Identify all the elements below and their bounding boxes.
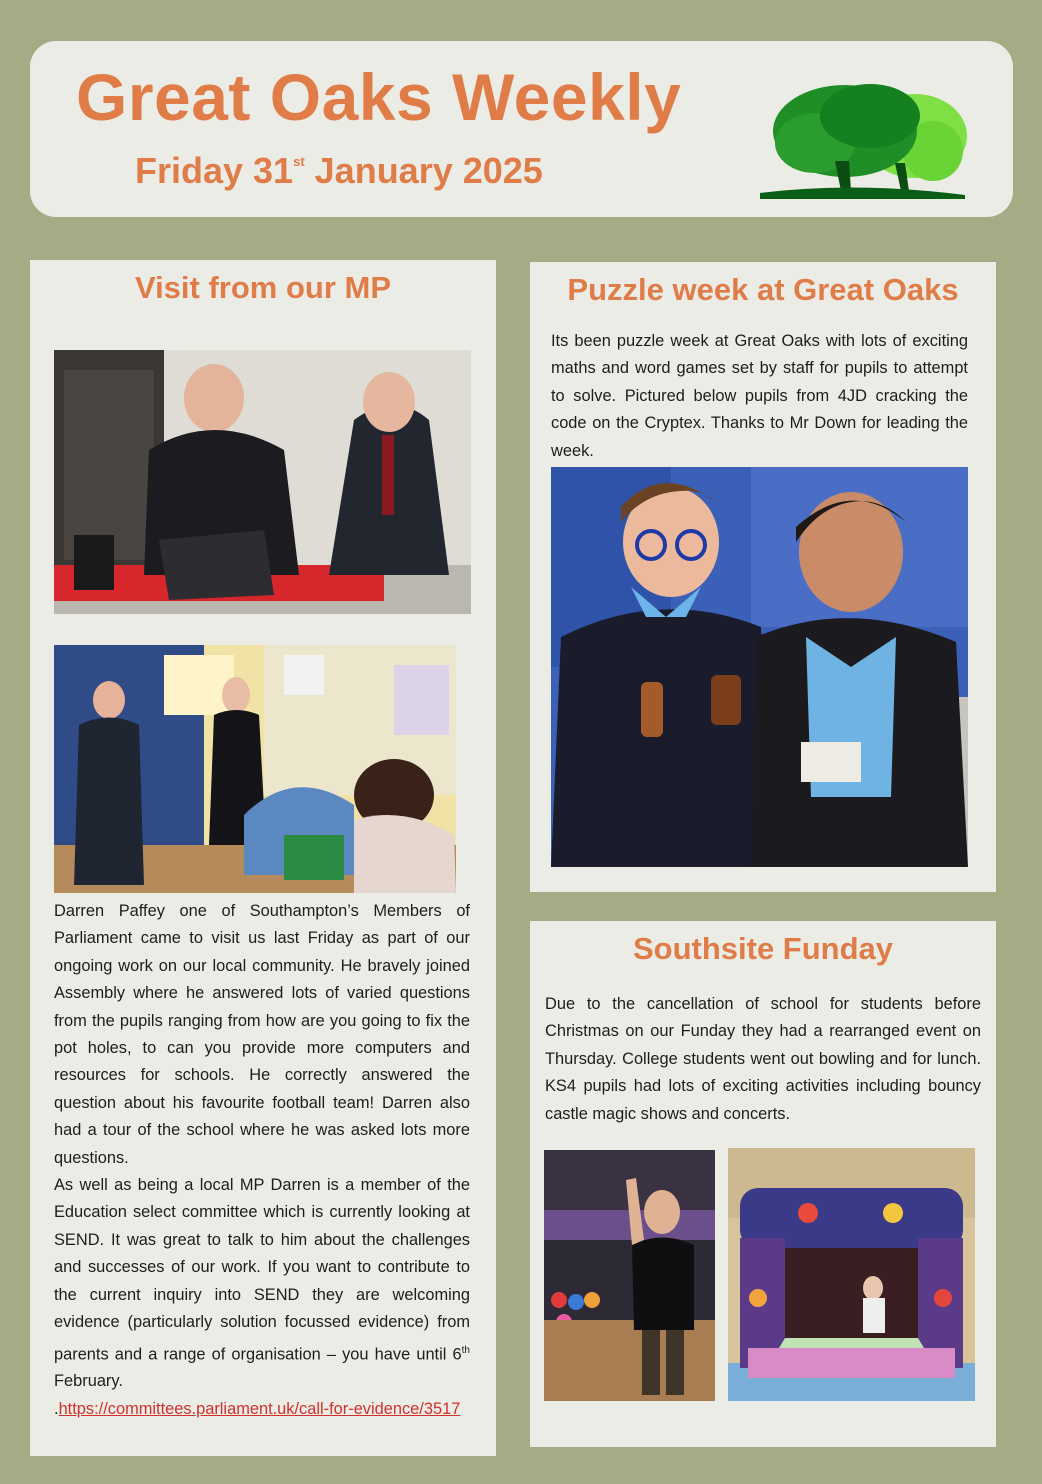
date-ordinal: st bbox=[293, 154, 305, 169]
masthead bbox=[30, 41, 1013, 217]
mp-visit-panel bbox=[30, 260, 496, 1456]
mp-laptop-photo bbox=[54, 350, 471, 614]
mp-visit-paragraph-2 bbox=[54, 1172, 470, 1396]
link-prefix: . bbox=[54, 1399, 59, 1418]
newsletter-title: Great Oaks Weekly bbox=[76, 60, 682, 134]
mp-visit-paragraph-2-end: February. bbox=[54, 1372, 123, 1391]
funday-panel bbox=[530, 921, 996, 1447]
mp-visit-heading: Visit from our MP bbox=[134, 270, 392, 305]
mp-visit-link-line bbox=[54, 1396, 470, 1423]
puzzle-cryptex-photo bbox=[551, 467, 968, 867]
date-day: Friday 31 bbox=[135, 150, 294, 191]
mp-classroom-photo bbox=[54, 645, 456, 893]
date-month-year: January 2025 bbox=[304, 150, 543, 191]
mp-visit-paragraph-1: Darren Paffey one of Southampton’s Members of Parliament came to visit us last Friday as part of our ongoing work on our local community. He bravely joined Assembly where he answered lots of varied questions from the pupils ranging from how are you going to fix the pot holes, to can you provide more computers and resources for schools. He correctly answered the question about his favourite football team! Darren also had a tour of the school where he was asked lots more questions. bbox=[54, 902, 470, 1167]
bowling-photo bbox=[544, 1150, 715, 1401]
committee-evidence-link[interactable]: https://committees.parliament.uk/call-for-evidence/3517 bbox=[58, 1399, 461, 1418]
puzzle-week-text: Its been puzzle week at Great Oaks with lots of exciting maths and word games set by staff for pupils to attempt to solve. Pictured below pupils from 4JD cracking the code on the Cryptex. Thanks to Mr Down for leading the week. bbox=[551, 332, 968, 460]
mp-visit-text bbox=[54, 898, 470, 1423]
puzzle-week-panel bbox=[530, 262, 996, 892]
mp-visit-paragraph-2-text: As well as being a local MP Darren is a member of the Education select committee which is currently looking at SEND. It was great to talk to him about the challenges and successes of our work. If you want to contribute to the current inquiry into SEND they are welcoming evidence (particularly solution focussed evidence) from parents and a range of organisation – you have until 6 bbox=[54, 1176, 470, 1363]
mp-visit-paragraph-2-sup: th bbox=[461, 1344, 470, 1356]
bouncy-castle-photo bbox=[728, 1148, 975, 1401]
funday-heading: Southsite Funday bbox=[632, 931, 894, 966]
puzzle-week-heading: Puzzle week at Great Oaks bbox=[567, 272, 959, 307]
funday-text: Due to the cancellation of school for students before Christmas on our Funday they had a rearranged event on Thursday. College students went out bowling and for lunch. KS4 pupils had lots of exciting activities including bouncy castle magic shows and concerts. bbox=[545, 995, 981, 1123]
issue-date bbox=[135, 150, 543, 192]
oak-tree-logo bbox=[755, 81, 970, 201]
